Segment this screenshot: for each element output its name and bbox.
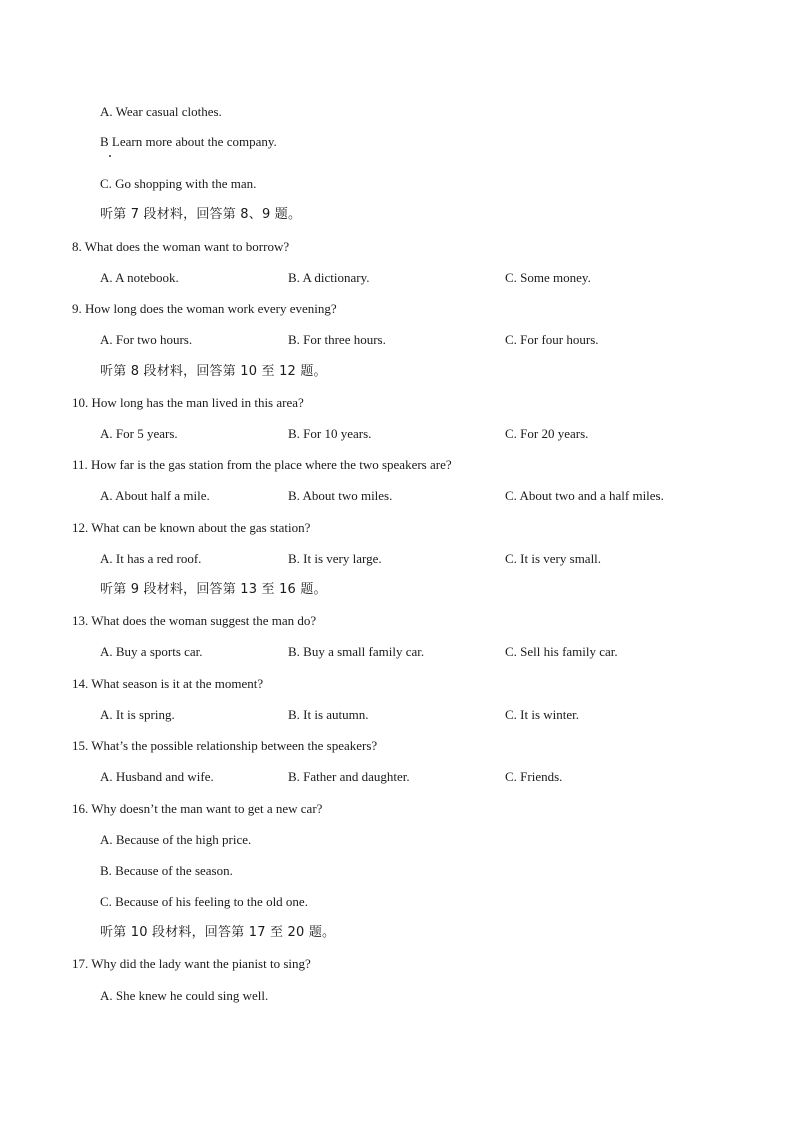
option-a-q17: A. She knew he could sing well. (100, 988, 269, 1003)
option-b-q16: B. Because of the season. (100, 863, 233, 878)
question-12: 12. What can be known about the gas station? (72, 520, 311, 535)
option-b-q13: B. Buy a small family car. (288, 644, 425, 659)
question-13: 13. What does the woman suggest the man do? (72, 613, 317, 628)
option-c-q13: C. Sell his family car. (505, 644, 618, 659)
option-a-q16: A. Because of the high price. (100, 832, 252, 847)
stray-dot (109, 155, 111, 157)
option-b-q10: B. For 10 years. (288, 426, 372, 441)
option-a-q11: A. About half a mile. (100, 488, 210, 503)
option-c-q10: C. For 20 years. (505, 426, 589, 441)
option-a-q10: A. For 5 years. (100, 426, 178, 441)
option-b-q12: B. It is very large. (288, 551, 382, 566)
option-a-q12: A. It has a red roof. (100, 551, 202, 566)
section-heading-9: 听第 9 段材料，回答第 13 至 16 题。 (100, 582, 327, 597)
option-c-q16: C. Because of his feeling to the old one. (100, 894, 308, 909)
option-c-q14: C. It is winter. (505, 707, 580, 722)
option-a-q8: A. A notebook. (100, 270, 179, 285)
option-b-q7: B Learn more about the company. (100, 134, 277, 149)
question-16: 16. Why doesn’t the man want to get a new car? (72, 801, 323, 816)
section-heading-7: 听第 7 段材料，回答第 8、9 题。 (100, 207, 302, 222)
section-heading-10: 听第 10 段材料，回答第 17 至 20 题。 (100, 925, 336, 940)
question-11: 11. How far is the gas station from the place where the two speakers are? (72, 457, 452, 472)
option-b-q14: B. It is autumn. (288, 707, 369, 722)
option-a-q14: A. It is spring. (100, 707, 175, 722)
option-a-q9: A. For two hours. (100, 332, 193, 347)
question-14: 14. What season is it at the moment? (72, 676, 264, 691)
option-b-q9: B. For three hours. (288, 332, 386, 347)
option-c-q15: C. Friends. (505, 769, 563, 784)
question-15: 15. What’s the possible relationship between the speakers? (72, 738, 378, 753)
question-9: 9. How long does the woman work every evening? (72, 301, 337, 316)
option-b-q8: B. A dictionary. (288, 270, 370, 285)
question-10: 10. How long has the man lived in this area? (72, 395, 304, 410)
option-b-q15: B. Father and daughter. (288, 769, 410, 784)
option-a-q7: A. Wear casual clothes. (100, 104, 222, 119)
option-b-q11: B. About two miles. (288, 488, 393, 503)
section-heading-8: 听第 8 段材料，回答第 10 至 12 题。 (100, 364, 327, 379)
option-a-q15: A. Husband and wife. (100, 769, 214, 784)
option-c-q11: C. About two and a half miles. (505, 488, 664, 503)
option-c-q12: C. It is very small. (505, 551, 602, 566)
option-c-q8: C. Some money. (505, 270, 591, 285)
option-a-q13: A. Buy a sports car. (100, 644, 203, 659)
question-17: 17. Why did the lady want the pianist to sing? (72, 956, 311, 971)
option-c-q7: C. Go shopping with the man. (100, 176, 257, 191)
question-8: 8. What does the woman want to borrow? (72, 239, 290, 254)
option-c-q9: C. For four hours. (505, 332, 599, 347)
